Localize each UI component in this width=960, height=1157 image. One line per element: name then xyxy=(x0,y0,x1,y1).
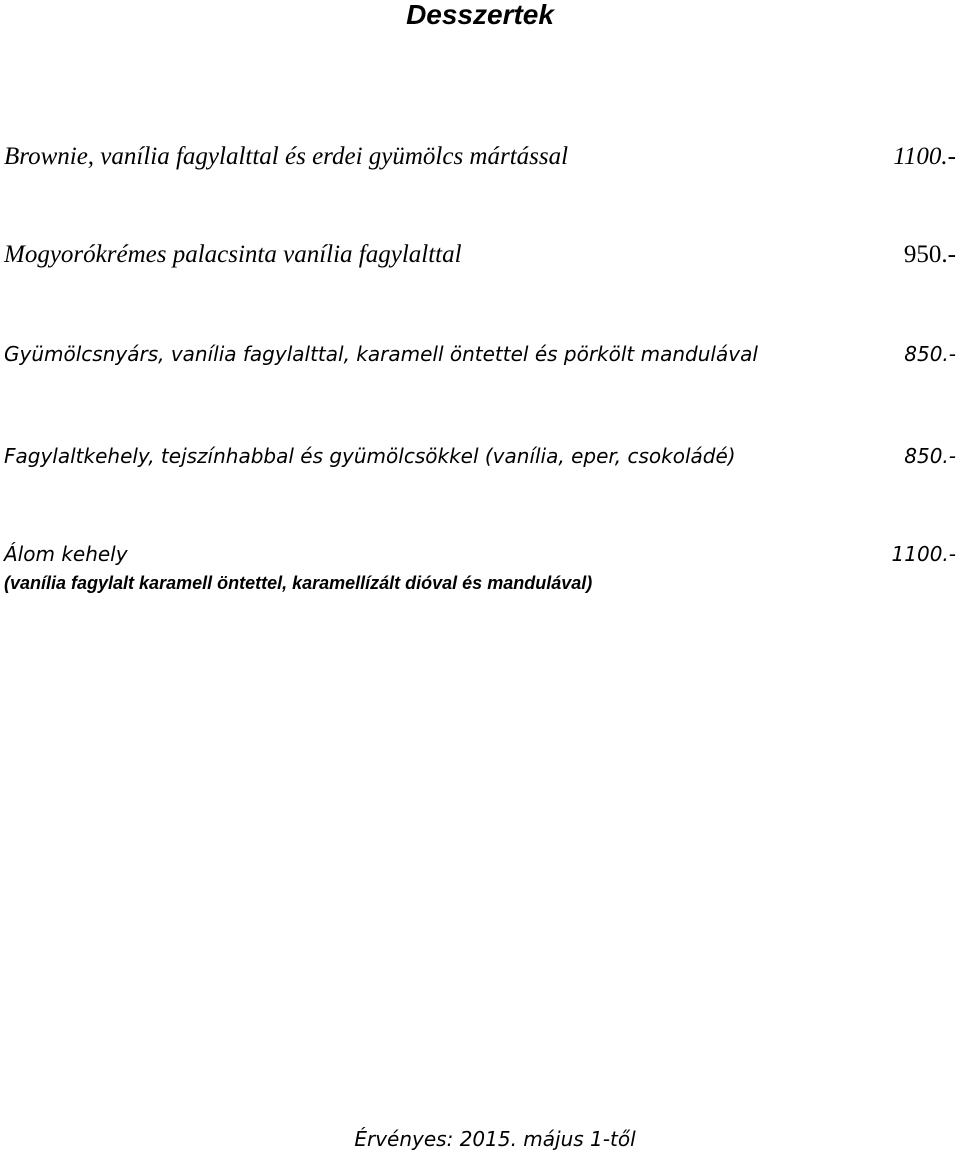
menu-item-name: Gyümölcsnyárs, vanília fagylalttal, karamell öntettel és pörkölt mandulával xyxy=(4,342,758,366)
menu-item-price: 950.- xyxy=(903,241,956,268)
validity-footer: Érvényes: 2015. május 1-től xyxy=(354,1127,636,1151)
menu-item-price: 850.- xyxy=(904,444,956,468)
menu-item-name: Fagylaltkehely, tejszínhabbal és gyümölcsökkel (vanília, eper, csokoládé) xyxy=(4,444,736,468)
menu-item-price: 850.- xyxy=(904,342,956,366)
menu-item-price: 1100.- xyxy=(891,542,956,566)
menu-item-description: (vanília fagylalt karamell öntettel, karamellízált dióval és mandulával) xyxy=(4,573,593,593)
menu-item-name: Brownie, vanília fagylalttal és erdei gyümölcs mártással xyxy=(4,143,569,170)
menu-title: Desszertek xyxy=(406,0,554,30)
menu-item-name: Álom kehely xyxy=(4,542,128,566)
menu-item-name: Mogyorókrémes palacsinta vanília fagylalttal xyxy=(4,241,462,268)
menu-item-price: 1100.- xyxy=(893,143,956,170)
